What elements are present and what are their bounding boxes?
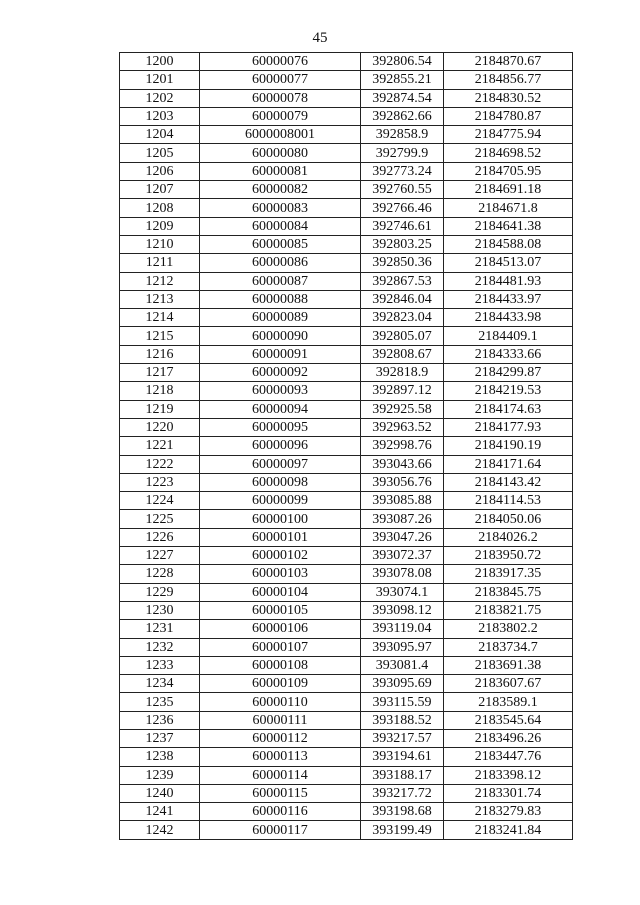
y-coordinate-cell: 2184775.94: [444, 126, 573, 144]
row-number-cell: 1236: [120, 711, 200, 729]
table-row: [120, 199, 573, 217]
y-coordinate-cell: 2184333.66: [444, 345, 573, 363]
y-coordinate-cell: 2184143.42: [444, 473, 573, 491]
table-row: [120, 89, 573, 107]
y-coordinate-cell: 2183734.7: [444, 638, 573, 656]
x-coordinate-cell: 392897.12: [361, 382, 444, 400]
y-coordinate-cell: 2183607.67: [444, 675, 573, 693]
table-row: [120, 290, 573, 308]
row-number-cell: 1202: [120, 89, 200, 107]
y-coordinate-cell: 2183241.84: [444, 821, 573, 839]
y-coordinate-cell: 2184691.18: [444, 181, 573, 199]
table-row: [120, 455, 573, 473]
table-row: [120, 528, 573, 546]
row-number-cell: 1228: [120, 565, 200, 583]
row-number-cell: 1214: [120, 309, 200, 327]
page-number: 45: [312, 30, 328, 46]
x-coordinate-cell: 392862.66: [361, 107, 444, 125]
row-number-cell: 1229: [120, 583, 200, 601]
y-coordinate-cell: 2184114.53: [444, 492, 573, 510]
table-row: [120, 693, 573, 711]
y-coordinate-cell: 2184780.87: [444, 107, 573, 125]
row-number-cell: 1213: [120, 290, 200, 308]
table-body: [120, 53, 573, 840]
x-coordinate-cell: 392855.21: [361, 71, 444, 89]
point-id-cell: 60000096: [200, 437, 361, 455]
point-id-cell: 60000102: [200, 547, 361, 565]
y-coordinate-cell: 2184171.64: [444, 455, 573, 473]
table-row: [120, 327, 573, 345]
y-coordinate-cell: 2184299.87: [444, 364, 573, 382]
point-id-cell: 60000116: [200, 803, 361, 821]
point-id-cell: 60000082: [200, 181, 361, 199]
x-coordinate-cell: 392760.55: [361, 181, 444, 199]
point-id-cell: 60000081: [200, 162, 361, 180]
y-coordinate-cell: 2184409.1: [444, 327, 573, 345]
row-number-cell: 1204: [120, 126, 200, 144]
point-id-cell: 60000087: [200, 272, 361, 290]
table-row: [120, 473, 573, 491]
x-coordinate-cell: 393194.61: [361, 748, 444, 766]
table-row: [120, 729, 573, 747]
point-id-cell: 60000099: [200, 492, 361, 510]
y-coordinate-cell: 2184870.67: [444, 53, 573, 71]
table-row: [120, 162, 573, 180]
point-id-cell: 60000092: [200, 364, 361, 382]
point-id-cell: 60000117: [200, 821, 361, 839]
y-coordinate-cell: 2183802.2: [444, 620, 573, 638]
row-number-cell: 1240: [120, 784, 200, 802]
point-id-cell: 60000098: [200, 473, 361, 491]
y-coordinate-cell: 2184433.97: [444, 290, 573, 308]
x-coordinate-cell: 392963.52: [361, 418, 444, 436]
table-row: [120, 675, 573, 693]
row-number-cell: 1209: [120, 217, 200, 235]
point-id-cell: 60000093: [200, 382, 361, 400]
row-number-cell: 1235: [120, 693, 200, 711]
x-coordinate-cell: 392858.9: [361, 126, 444, 144]
y-coordinate-cell: 2184705.95: [444, 162, 573, 180]
x-coordinate-cell: 393087.26: [361, 510, 444, 528]
table-row: [120, 766, 573, 784]
point-id-cell: 60000086: [200, 254, 361, 272]
point-id-cell: 60000083: [200, 199, 361, 217]
table-row: [120, 71, 573, 89]
point-id-cell: 60000109: [200, 675, 361, 693]
row-number-cell: 1207: [120, 181, 200, 199]
x-coordinate-cell: 393217.57: [361, 729, 444, 747]
x-coordinate-cell: 392805.07: [361, 327, 444, 345]
table-row: [120, 656, 573, 674]
y-coordinate-cell: 2183845.75: [444, 583, 573, 601]
x-coordinate-cell: 392746.61: [361, 217, 444, 235]
y-coordinate-cell: 2184698.52: [444, 144, 573, 162]
x-coordinate-cell: 393188.17: [361, 766, 444, 784]
table-row: [120, 565, 573, 583]
table-row: [120, 254, 573, 272]
row-number-cell: 1221: [120, 437, 200, 455]
x-coordinate-cell: 392867.53: [361, 272, 444, 290]
y-coordinate-cell: 2184588.08: [444, 235, 573, 253]
x-coordinate-cell: 392773.24: [361, 162, 444, 180]
y-coordinate-cell: 2184190.19: [444, 437, 573, 455]
y-coordinate-cell: 2183279.83: [444, 803, 573, 821]
y-coordinate-cell: 2183545.64: [444, 711, 573, 729]
row-number-cell: 1210: [120, 235, 200, 253]
x-coordinate-cell: 392874.54: [361, 89, 444, 107]
x-coordinate-cell: 393078.08: [361, 565, 444, 583]
point-id-cell: 60000089: [200, 309, 361, 327]
row-number-cell: 1233: [120, 656, 200, 674]
y-coordinate-cell: 2183398.12: [444, 766, 573, 784]
row-number-cell: 1215: [120, 327, 200, 345]
x-coordinate-cell: 393081.4: [361, 656, 444, 674]
row-number-cell: 1211: [120, 254, 200, 272]
table-row: [120, 126, 573, 144]
row-number-cell: 1241: [120, 803, 200, 821]
x-coordinate-cell: 392925.58: [361, 400, 444, 418]
x-coordinate-cell: 393095.97: [361, 638, 444, 656]
row-number-cell: 1227: [120, 547, 200, 565]
x-coordinate-cell: 393085.88: [361, 492, 444, 510]
x-coordinate-cell: 393074.1: [361, 583, 444, 601]
point-id-cell: 60000080: [200, 144, 361, 162]
coordinates-table: [119, 52, 573, 840]
row-number-cell: 1224: [120, 492, 200, 510]
point-id-cell: 60000108: [200, 656, 361, 674]
point-id-cell: 60000106: [200, 620, 361, 638]
point-id-cell: 60000085: [200, 235, 361, 253]
point-id-cell: 60000107: [200, 638, 361, 656]
table-row: [120, 181, 573, 199]
point-id-cell: 60000095: [200, 418, 361, 436]
row-number-cell: 1242: [120, 821, 200, 839]
x-coordinate-cell: 393198.68: [361, 803, 444, 821]
table-row: [120, 601, 573, 619]
x-coordinate-cell: 392808.67: [361, 345, 444, 363]
table-row: [120, 217, 573, 235]
table-row: [120, 144, 573, 162]
y-coordinate-cell: 2183691.38: [444, 656, 573, 674]
row-number-cell: 1237: [120, 729, 200, 747]
point-id-cell: 60000112: [200, 729, 361, 747]
x-coordinate-cell: 393188.52: [361, 711, 444, 729]
table-row: [120, 638, 573, 656]
y-coordinate-cell: 2183589.1: [444, 693, 573, 711]
row-number-cell: 1217: [120, 364, 200, 382]
x-coordinate-cell: 393056.76: [361, 473, 444, 491]
point-id-cell: 60000084: [200, 217, 361, 235]
table-row: [120, 272, 573, 290]
y-coordinate-cell: 2184026.2: [444, 528, 573, 546]
x-coordinate-cell: 392799.9: [361, 144, 444, 162]
x-coordinate-cell: 393119.04: [361, 620, 444, 638]
point-id-cell: 60000090: [200, 327, 361, 345]
y-coordinate-cell: 2184433.98: [444, 309, 573, 327]
row-number-cell: 1226: [120, 528, 200, 546]
x-coordinate-cell: 393047.26: [361, 528, 444, 546]
x-coordinate-cell: 393072.37: [361, 547, 444, 565]
row-number-cell: 1225: [120, 510, 200, 528]
y-coordinate-cell: 2183301.74: [444, 784, 573, 802]
table-row: [120, 510, 573, 528]
point-id-cell: 60000104: [200, 583, 361, 601]
x-coordinate-cell: 393043.66: [361, 455, 444, 473]
point-id-cell: 60000114: [200, 766, 361, 784]
point-id-cell: 60000088: [200, 290, 361, 308]
point-id-cell: 60000094: [200, 400, 361, 418]
x-coordinate-cell: 392823.04: [361, 309, 444, 327]
point-id-cell: 60000103: [200, 565, 361, 583]
table-row: [120, 235, 573, 253]
row-number-cell: 1208: [120, 199, 200, 217]
table-row: [120, 620, 573, 638]
row-number-cell: 1220: [120, 418, 200, 436]
y-coordinate-cell: 2184219.53: [444, 382, 573, 400]
point-id-cell: 60000100: [200, 510, 361, 528]
row-number-cell: 1231: [120, 620, 200, 638]
row-number-cell: 1200: [120, 53, 200, 71]
table-row: [120, 547, 573, 565]
y-coordinate-cell: 2184174.63: [444, 400, 573, 418]
y-coordinate-cell: 2184830.52: [444, 89, 573, 107]
table-row: [120, 748, 573, 766]
table-row: [120, 784, 573, 802]
table-row: [120, 821, 573, 839]
table-row: [120, 309, 573, 327]
x-coordinate-cell: 392998.76: [361, 437, 444, 455]
x-coordinate-cell: 392850.36: [361, 254, 444, 272]
y-coordinate-cell: 2184671.8: [444, 199, 573, 217]
y-coordinate-cell: 2183917.35: [444, 565, 573, 583]
y-coordinate-cell: 2184050.06: [444, 510, 573, 528]
x-coordinate-cell: 393115.59: [361, 693, 444, 711]
y-coordinate-cell: 2184513.07: [444, 254, 573, 272]
row-number-cell: 1239: [120, 766, 200, 784]
row-number-cell: 1232: [120, 638, 200, 656]
x-coordinate-cell: 393095.69: [361, 675, 444, 693]
x-coordinate-cell: 392766.46: [361, 199, 444, 217]
table-row: [120, 803, 573, 821]
y-coordinate-cell: 2184856.77: [444, 71, 573, 89]
x-coordinate-cell: 392846.04: [361, 290, 444, 308]
table-row: [120, 437, 573, 455]
x-coordinate-cell: 393199.49: [361, 821, 444, 839]
row-number-cell: 1206: [120, 162, 200, 180]
y-coordinate-cell: 2183447.76: [444, 748, 573, 766]
point-id-cell: 60000079: [200, 107, 361, 125]
row-number-cell: 1222: [120, 455, 200, 473]
point-id-cell: 60000091: [200, 345, 361, 363]
point-id-cell: 60000078: [200, 89, 361, 107]
table-row: [120, 400, 573, 418]
row-number-cell: 1216: [120, 345, 200, 363]
table-row: [120, 583, 573, 601]
point-id-cell: 60000097: [200, 455, 361, 473]
point-id-cell: 6000008001: [200, 126, 361, 144]
row-number-cell: 1219: [120, 400, 200, 418]
table-row: [120, 53, 573, 71]
row-number-cell: 1234: [120, 675, 200, 693]
y-coordinate-cell: 2184481.93: [444, 272, 573, 290]
point-id-cell: 60000101: [200, 528, 361, 546]
row-number-cell: 1205: [120, 144, 200, 162]
x-coordinate-cell: 392806.54: [361, 53, 444, 71]
point-id-cell: 60000113: [200, 748, 361, 766]
table-row: [120, 345, 573, 363]
y-coordinate-cell: 2183950.72: [444, 547, 573, 565]
row-number-cell: 1201: [120, 71, 200, 89]
row-number-cell: 1223: [120, 473, 200, 491]
y-coordinate-cell: 2184641.38: [444, 217, 573, 235]
point-id-cell: 60000076: [200, 53, 361, 71]
point-id-cell: 60000077: [200, 71, 361, 89]
row-number-cell: 1203: [120, 107, 200, 125]
row-number-cell: 1230: [120, 601, 200, 619]
row-number-cell: 1238: [120, 748, 200, 766]
table-row: [120, 492, 573, 510]
table-row: [120, 107, 573, 125]
x-coordinate-cell: 393098.12: [361, 601, 444, 619]
row-number-cell: 1218: [120, 382, 200, 400]
point-id-cell: 60000105: [200, 601, 361, 619]
point-id-cell: 60000111: [200, 711, 361, 729]
table-row: [120, 711, 573, 729]
y-coordinate-cell: 2184177.93: [444, 418, 573, 436]
row-number-cell: 1212: [120, 272, 200, 290]
x-coordinate-cell: 393217.72: [361, 784, 444, 802]
point-id-cell: 60000110: [200, 693, 361, 711]
table-row: [120, 382, 573, 400]
x-coordinate-cell: 392803.25: [361, 235, 444, 253]
y-coordinate-cell: 2183496.26: [444, 729, 573, 747]
point-id-cell: 60000115: [200, 784, 361, 802]
table-row: [120, 418, 573, 436]
y-coordinate-cell: 2183821.75: [444, 601, 573, 619]
table-row: [120, 364, 573, 382]
x-coordinate-cell: 392818.9: [361, 364, 444, 382]
